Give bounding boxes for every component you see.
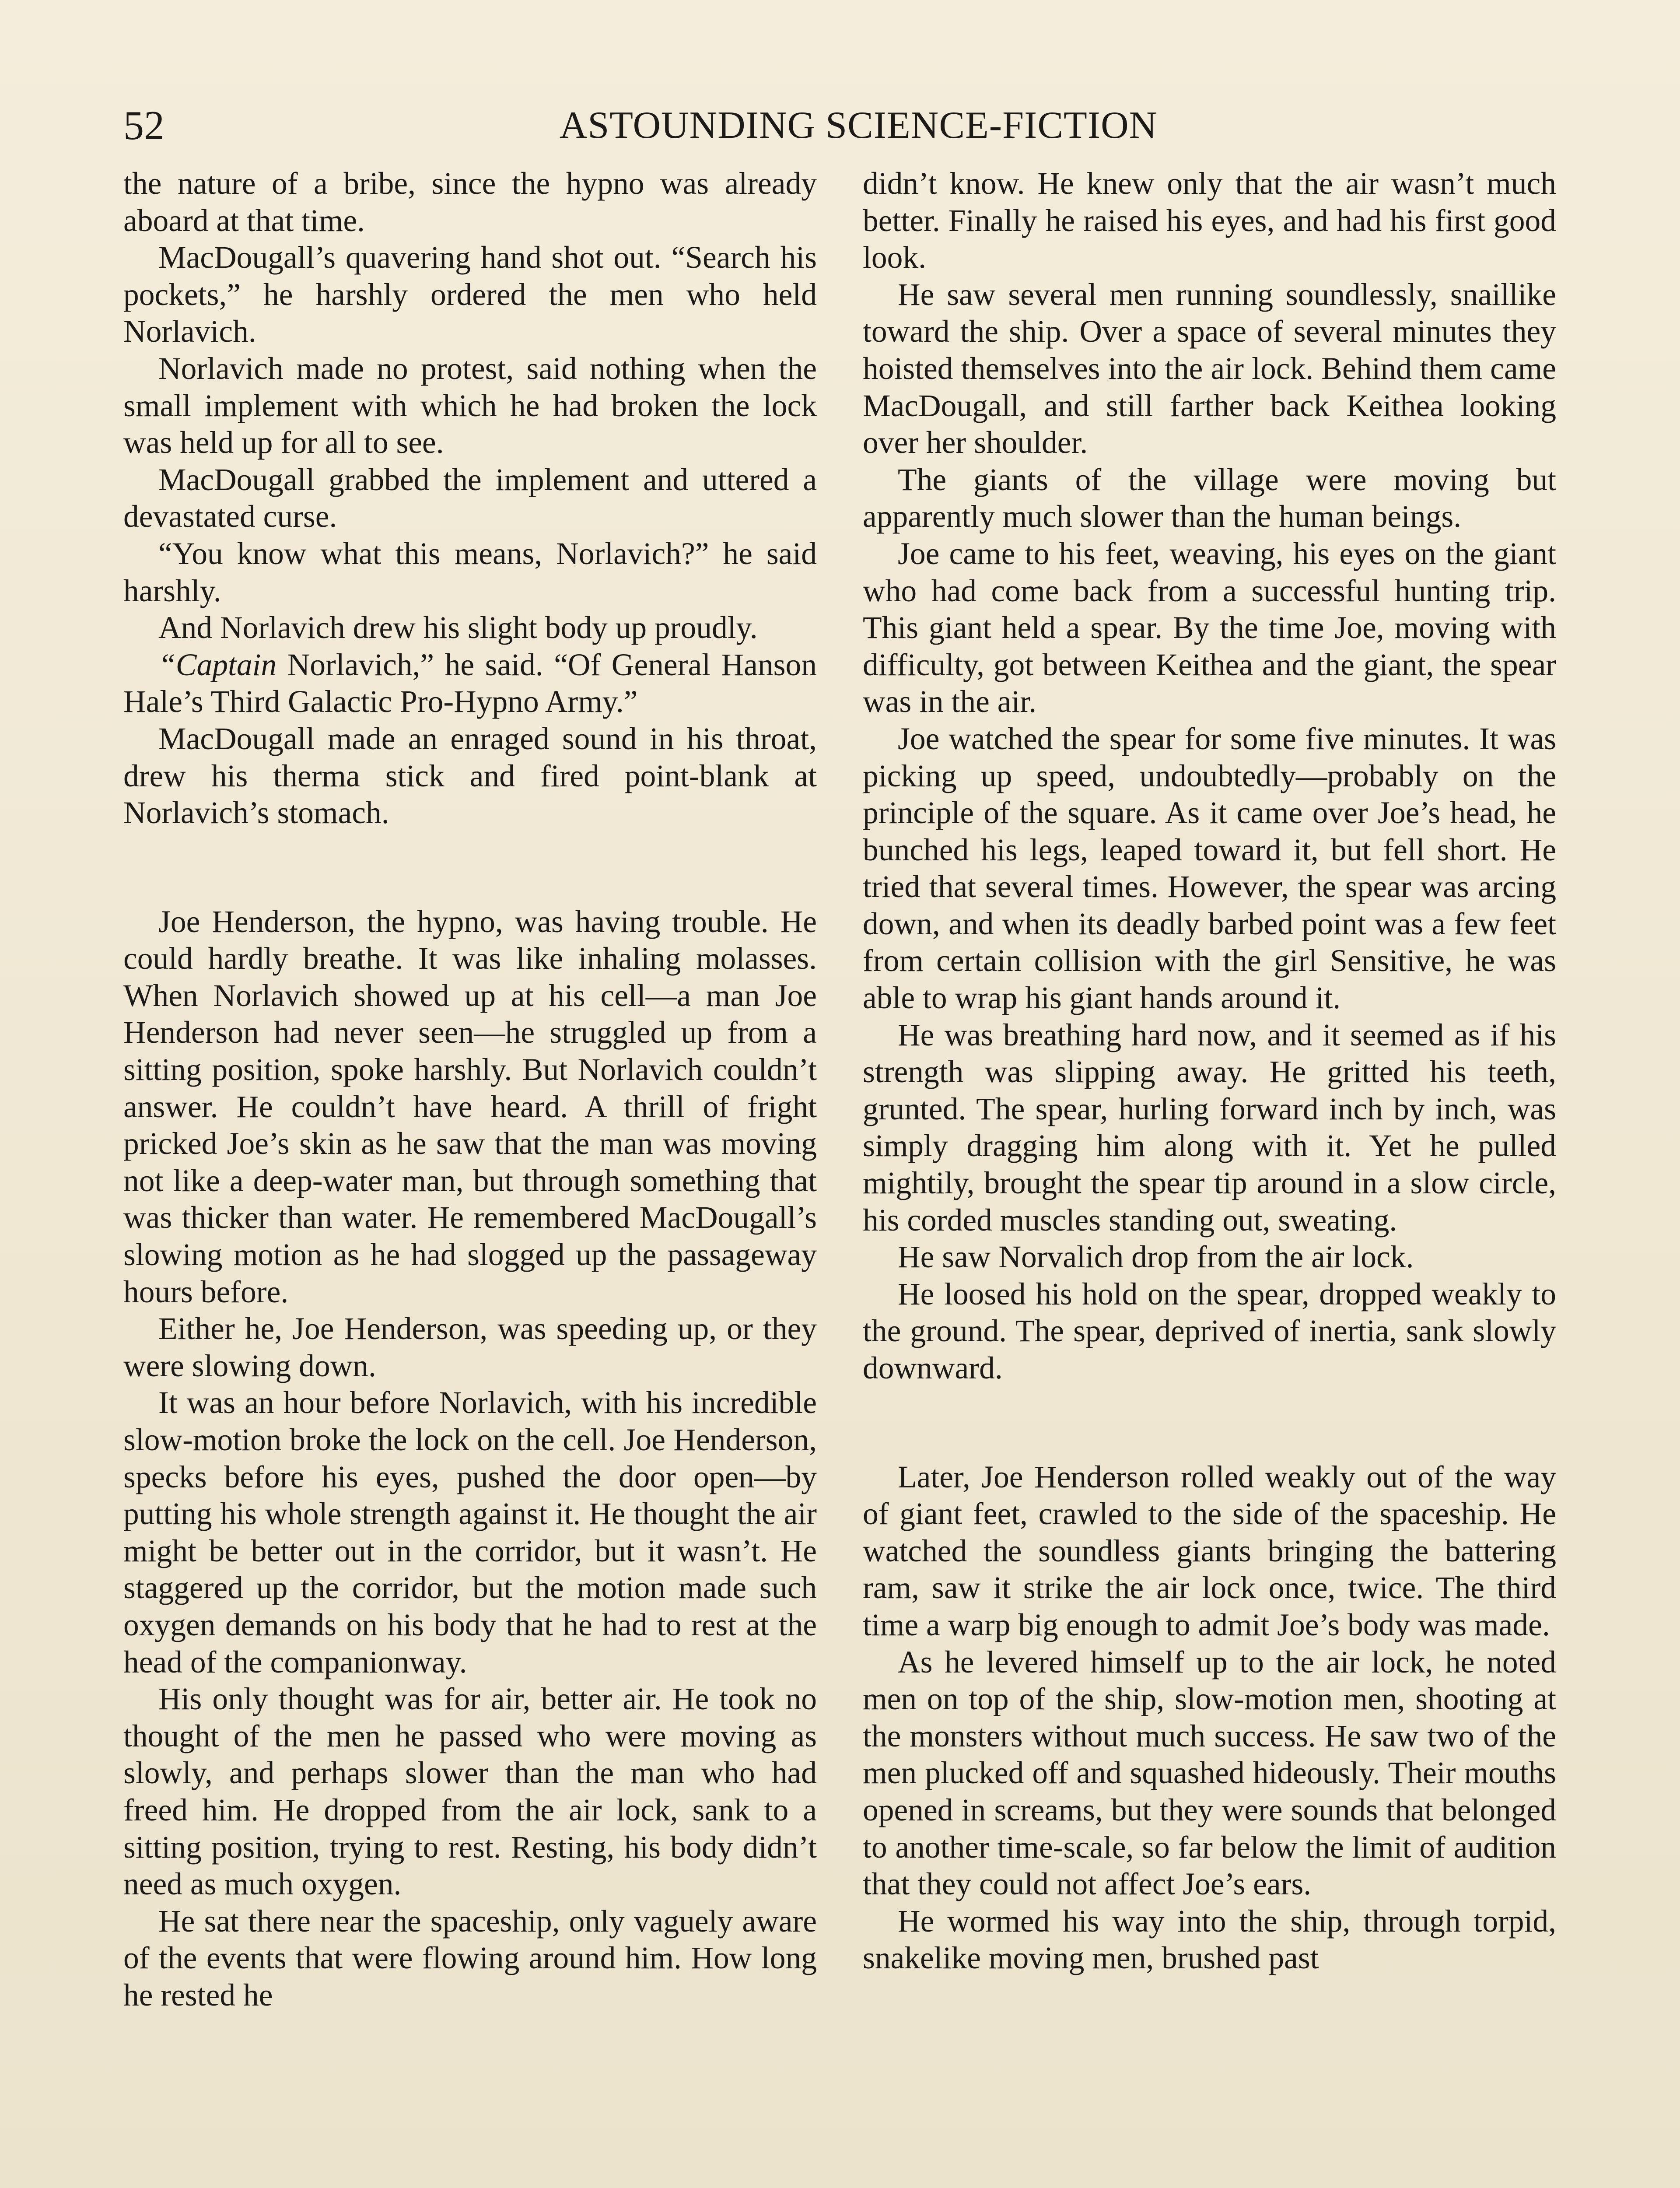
paragraph: “You know what this means, Norlavich?” he said harshly.: [123, 536, 817, 608]
paragraph: He loosed his hold on the spear, dropped weakly to the ground. The spear, deprived of inertia, sank slowly downward.: [863, 1276, 1556, 1385]
paragraph: And Norlavich drew his slight body up proudly.: [158, 610, 758, 645]
paragraph: didn’t know. He knew only that the air wasn’t much better. Finally he raised his eyes, and had his first good look.: [863, 166, 1556, 275]
right-column: [863, 165, 1556, 1977]
paragraph: Norlavich made no protest, said nothing when the small implement with which he had broken the lock was held up for all to see.: [123, 351, 817, 460]
paragraph: He saw Norvalich drop from the air lock.: [898, 1240, 1414, 1275]
paragraph: It was an hour before Norlavich, with his incredible slow-motion broke the lock on the cell. Joe Henderson, specks before his eyes, pushed the door open—by putting his whole strength against it. He thought the air might be better out in the corridor, but it wasn’t. He staggered up the corridor, but the motion made such oxygen demands on his body that he had to rest at the head of the companionway.: [123, 1385, 817, 1680]
paragraph: MacDougall’s quavering hand shot out. “Search his pockets,” he harshly ordered the men who held Norlavich.: [123, 240, 817, 349]
paragraph: [123, 647, 817, 721]
paragraph: MacDougall made an enraged sound in his throat, drew his therma stick and fired point-blank at Norlavich’s stomach.: [123, 721, 817, 831]
paragraph: His only thought was for air, better air. He took no thought of the men he passed who were moving as slowly, and perhaps slower than the man who had freed him. He dropped from the air lock, sank to a sitting position, trying to rest. Resting, his body didn’t need as much oxygen.: [123, 1682, 817, 1902]
paragraph: Joe came to his feet, weaving, his eyes on the giant who had come back from a successful hunting trip. This giant held a spear. By the time Joe, moving with difficulty, got between Keithea and the giant, the spear was in the air.: [863, 536, 1556, 719]
paragraph: the nature of a bribe, since the hypno was already aboard at that time.: [123, 166, 817, 238]
paragraph: He wormed his way into the ship, through torpid, snakelike moving men, brushed past: [863, 1904, 1556, 1976]
paragraph: Joe watched the spear for some five minutes. It was picking up speed, undoubtedly—probably on the principle of the square. As it came over Joe’s head, he bunched his legs, leaped toward it, but fell short. He tried that several times. However, the spear was arcing down, and when its deadly barbed point was a few feet from certain collision with the girl Sensitive, he was able to wrap his giant hands around it.: [863, 721, 1556, 1016]
paragraph: The giants of the village were moving but apparently much slower than the human beings.: [863, 462, 1556, 534]
italic-word: “Captain: [158, 647, 277, 682]
paragraph: MacDougall grabbed the implement and uttered a devastated curse.: [123, 462, 817, 534]
paragraph: He sat there near the spaceship, only vaguely aware of the events that were flowing around him. How long he rested he: [123, 1904, 817, 2013]
paragraph: He was breathing hard now, and it seemed as if his strength was slipping away. He gritted his teeth, grunted. The spear, hurling forward inch by inch, was simply dragging him along with it. Yet he pulled mightily, brought the spear tip around in a slow circle, his corded muscles standing out, sweating.: [863, 1017, 1556, 1238]
paragraph: Later, Joe Henderson rolled weakly out of the way of giant feet, crawled to the side of the spaceship. He watched the soundless giants bringing the battering ram, saw it strike the air lock once, twice. The third time a warp big enough to admit Joe’s body was made.: [863, 1459, 1556, 1642]
page-number: 52: [123, 103, 164, 148]
paragraph: As he levered himself up to the air lock, he noted men on top of the ship, slow-motion men, shooting at the monsters without much success. He saw two of the men plucked off and squashed hideously. Their mouths opened in screams, but they were sounds that belonged to another time-scale, so far below the limit of audition that they could not affect Joe’s ears.: [863, 1645, 1556, 1902]
paragraph: Either he, Joe Henderson, was speeding up, or they were slowing down.: [123, 1311, 817, 1383]
paragraph: He saw several men running soundlessly, snaillike toward the ship. Over a space of several minutes they hoisted themselves into the air lock. Behind them came MacDougall, and still farther back Keithea looking over her shoulder.: [863, 277, 1556, 460]
page-header: [123, 102, 1558, 154]
left-column: [123, 165, 817, 2014]
paragraph-text: Norlavich,” he said. “Of General Hanson Hale’s Third Galactic Pro-Hypno Army.”: [123, 647, 817, 719]
magazine-title: ASTOUNDING SCIENCE-FICTION: [559, 104, 1158, 147]
paragraph: Joe Henderson, the hypno, was having trouble. He could hardly breathe. It was like inhaling molasses. When Norlavich showed up at his cell—a man Joe Henderson had never seen—he struggled up from a sitting position, spoke harshly. But Norlavich couldn’t answer. He couldn’t have heard. A thrill of fright pricked Joe’s skin as he saw that the man was moving not like a deep-water man, but through something that was thicker than water. He remembered MacDougall’s slowing motion as he had slogged up the passageway hours before.: [123, 904, 817, 1309]
